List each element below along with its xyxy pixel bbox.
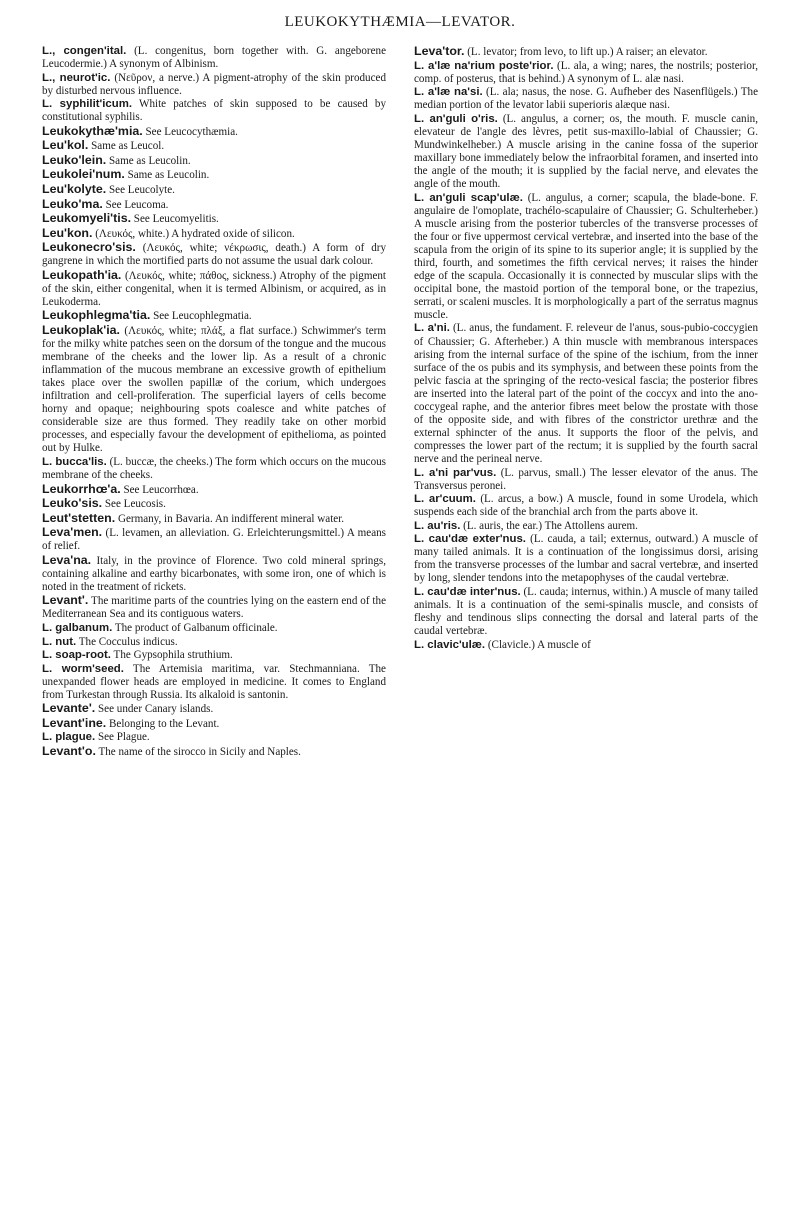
entry-definition: (L. ala; nasus, the nose. G. Aufheber des Nasenflügels.) The median portion of the levator labii superioris alæque nasi. — [414, 86, 758, 112]
dictionary-entry — [42, 649, 386, 662]
entry-definition: (L. anus, the fundament. F. releveur de l'anus, sous-pubio-coccygien of Chaussier; G. Afterheber.) A thin muscle with membranous interspaces arising from the internal surface of the spine of the ischium, from the inner surface of the os pubis and its symphysis, and between these points from the pelvic fascia at the springing of the recto-vesical fascia; the posterior fibres are inserted into the lateral part of the point of the coccyx and into the ano-coccygeal raphe, and the anterior fibres meet below the prostate with those of the opposite side, and with fibres of the constrictor urethræ and the external sphincter of the anus. It supports the floor of the pelvis, and compresses the lower part of the rectum; it is supplied by the fourth sacral nerve and the perineal nerve. — [414, 322, 759, 465]
dictionary-entry — [42, 309, 386, 323]
entry-definition: (L. arcus, a bow.) A muscle, found in some Urodela, which suspends each side of the branchial arch from the parts above it. — [414, 493, 759, 519]
entry-headword: L. a'ni par'vus. — [414, 466, 497, 479]
entry-definition: (Λευκός, white; πλάξ, a flat surface.) Schwimmer's term for the milky white patches seen on the dorsum of the tongue and the mucous membrane of the cheeks and the lower lip. As a result of a chronic inflammation of the mucous membrane an excessive growth of epithelium takes place over the swollen papillæ of the corium, which undergoes infiltration and cell-proliferation. The superficial layers of cells become horny and opaque; neighbouring spots coalesce and white patches of considerable size are thus formed. They readily take on other morbid processes, and especially favour the development of epithelioma, as pointed out by Hulke. — [42, 324, 386, 455]
entry-definition: (Λευκός, white; πάθος, sickness.) Atrophy of the pigment of the skin, either congenital, when it is termed Albinism, or acquired, as in Leukoderma. — [42, 269, 386, 308]
entry-definition: Same as Leucolin. — [124, 169, 210, 182]
dictionary-entry — [42, 497, 386, 511]
dictionary-entry — [42, 622, 386, 635]
dictionary-entry — [414, 639, 758, 652]
entry-definition: The Gypsophila struthium. — [110, 649, 233, 662]
entry-headword: L. bucca'lis. — [42, 455, 107, 468]
entry-headword: L. a'læ na'si. — [414, 86, 483, 99]
dictionary-entry — [414, 520, 758, 533]
entry-headword: Leu'kon. — [42, 225, 93, 240]
entry-definition: See Leucorrhœa. — [120, 483, 199, 496]
entry-definition: See Leucocythæmia. — [142, 125, 238, 138]
entry-definition: (L. auris, the ear.) The Attollens aurem. — [460, 519, 638, 532]
entry-headword: L. plague. — [42, 731, 96, 744]
entry-definition: Belonging to the Levant. — [106, 717, 220, 730]
dictionary-entry — [42, 745, 386, 759]
entry-headword: L. galbanum. — [42, 621, 113, 634]
entry-headword: L. a'læ na'rium poste'rior. — [414, 59, 554, 72]
entry-headword: Leukophlegma'tia. — [42, 308, 151, 323]
entry-headword: L. au'ris. — [414, 519, 461, 532]
entry-definition: See under Canary islands. — [95, 703, 214, 716]
entry-definition: Italy, in the province of Florence. Two cold mineral springs, containing alkaline and earthy bicarbonates, with some iron, one of which is noted in the treatment of rickets. — [42, 554, 386, 593]
dictionary-entry — [414, 45, 758, 59]
entry-definition: The name of the sirocco in Sicily and Naples. — [95, 745, 301, 758]
dictionary-entry — [414, 192, 758, 322]
dictionary-entry — [414, 493, 758, 519]
entry-definition: Same as Leucol. — [88, 140, 165, 153]
dictionary-entry — [42, 636, 386, 649]
entry-definition: White patches of skin supposed to be caused by constitutional syphilis. — [42, 98, 386, 124]
entry-headword: L. cau'dæ exter'nus. — [414, 533, 526, 546]
dictionary-entry — [42, 139, 386, 153]
left-column — [42, 45, 386, 759]
entry-headword: L. an'guli o'ris. — [414, 112, 498, 125]
entry-headword: Leukokythæ'mia. — [42, 123, 143, 138]
entry-definition: (Clavicle.) A muscle of — [485, 638, 591, 651]
dictionary-entry — [42, 168, 386, 182]
entry-definition: (L. ala, a wing; nares, the nostrils; posterior, comp. of posterus, that is behind.) A synonym of L. alæ nasi. — [414, 59, 759, 85]
entry-definition: Germany, in Bavaria. An indifferent mineral water. — [115, 512, 345, 525]
entry-headword: L. soap-root. — [42, 649, 111, 662]
entry-definition: See Leucophlegmatia. — [150, 310, 252, 323]
entry-definition: (L. angulus, a corner; scapula, the blade-bone. F. angulaire de l'omoplate, trachélo-scapulaire of Chaussier; G. Schulterheber.) A muscle arising from the posterior tubercles of the transverse processes of the four or five uppermost cervical vertebræ, and inserted into the base of the scapula from the origin of its spine to its superior angle; it is supplied by the third, fourth, and sometimes the fifth cervical nerves; it raises the hinder edge of the scapula. Occasionally it is connected by muscular slips with the occipital bone, the mastoid portion of the temporal bone, or the trapezius, serrati, or scaleni muscles. It is morphologically a part of the serratus magnus muscle. — [414, 191, 758, 321]
entry-headword: L. cau'dæ inter'nus. — [414, 585, 521, 598]
entry-definition: See Leucoma. — [102, 198, 169, 211]
entry-definition: Same as Leucolin. — [106, 154, 191, 167]
dictionary-entry — [42, 98, 386, 124]
dictionary-entry — [42, 241, 386, 268]
entry-headword: L. worm'seed. — [42, 662, 124, 675]
dictionary-entry — [42, 594, 386, 621]
dictionary-entry — [42, 554, 386, 594]
dictionary-entry — [42, 227, 386, 241]
dictionary-entry — [42, 183, 386, 197]
entry-headword: Leva'men. — [42, 525, 103, 540]
dictionary-entry — [42, 212, 386, 226]
dictionary-entry — [414, 60, 758, 86]
dictionary-entry — [42, 663, 386, 702]
entry-headword: L. clavic'ulæ. — [414, 638, 486, 651]
entry-headword: Levant'. — [42, 593, 89, 608]
dictionary-entry — [414, 586, 758, 638]
dictionary-entry — [42, 483, 386, 497]
entry-definition: See Leucolyte. — [106, 183, 175, 196]
entry-headword: Leut'stetten. — [42, 510, 116, 525]
entry-headword: L. nut. — [42, 635, 77, 648]
entry-definition: (Νεῦρον, a nerve.) A pigment-atrophy of the skin produced by disturbed nervous influence. — [42, 71, 386, 97]
entry-headword: Leukolei'num. — [42, 167, 125, 182]
dictionary-entry — [414, 533, 758, 585]
entry-headword: Leu'kol. — [42, 138, 89, 153]
entry-definition: The Cocculus indicus. — [76, 635, 178, 648]
columns — [42, 45, 758, 759]
entry-headword: L. an'guli scap'ulæ. — [414, 191, 523, 204]
entry-definition: See Plague. — [95, 731, 150, 744]
entry-headword: Leukopath'ia. — [42, 267, 122, 282]
dictionary-entry — [42, 526, 386, 553]
running-head: LEUKOKYTHÆMIA—LEVATOR. — [284, 14, 516, 30]
dictionary-entry — [414, 322, 758, 466]
dictionary-entry — [414, 86, 758, 112]
entry-headword: Leuko'ma. — [42, 196, 103, 211]
dictionary-entry — [42, 731, 386, 744]
dictionary-entry — [42, 456, 386, 482]
entry-definition: (Λευκός, white; νέκρωσις, death.) A form of dry gangrene in which the mortified parts do not assume the usual dark colour. — [42, 242, 386, 268]
entry-headword: L. syphilit'icum. — [42, 98, 133, 111]
entry-headword: Leukomyeli'tis. — [42, 211, 132, 226]
entry-headword: Leva'na. — [42, 552, 92, 567]
entry-headword: Levant'ine. — [42, 715, 107, 730]
entry-definition: (L. cauda, a tail; externus, outward.) A muscle of many tailed animals. It is a continuation of the longissimus dorsi, arising from the transverse processes of the lumbar and sacral vertebræ, and inserted by long, slender tendons into the metapophyses of the caudal vertebræ. — [414, 533, 758, 585]
entry-headword: L. ar'cuum. — [414, 493, 476, 506]
entry-definition: See Leucosis. — [102, 498, 166, 511]
entry-definition: (L. cauda; internus, within.) A muscle of many tailed animals. It is a continuation of the semi-spinalis muscle, and consists of fleshy and tendinous slips connecting the dorsal and lateral parts of the caudal vertebræ. — [414, 585, 758, 638]
entry-headword: Leuko'lein. — [42, 152, 107, 167]
entry-headword: Leuko'sis. — [42, 496, 103, 511]
entry-headword: L., neurot'ic. — [42, 71, 111, 84]
entry-headword: Leukonecro'sis. — [42, 240, 136, 255]
entry-definition: The product of Galbanum officinale. — [112, 621, 278, 634]
dictionary-entry — [42, 154, 386, 168]
entry-definition: (L. parvus, small.) The lesser elevator of the anus. The Transversus peronei. — [414, 466, 758, 492]
entry-definition: See Leucomyelitis. — [131, 213, 219, 226]
dictionary-entry — [42, 45, 386, 71]
dictionary-entry — [42, 324, 386, 455]
entry-definition: (Λευκός, white.) A hydrated oxide of silicon. — [92, 227, 295, 240]
entry-definition: (L. levamen, an alleviation. G. Erleichterungsmittel.) A means of relief. — [42, 527, 386, 553]
entry-definition: The Artemisia maritima, var. Stechmanniana. The unexpanded flower heads are employed in medicine. It comes to England from Turkestan through Russia. Its alkaloid is santonin. — [42, 662, 386, 701]
entry-headword: L., congen'ital. — [42, 45, 127, 57]
entry-definition: (L. buccæ, the cheeks.) The form which occurs on the mucous membrane of the cheeks. — [42, 455, 387, 481]
dictionary-entry — [414, 467, 758, 493]
dictionary-entry — [42, 269, 386, 309]
entry-headword: L. a'ni. — [414, 322, 450, 335]
dictionary-entry — [42, 125, 386, 139]
entry-definition: (L. levator; from levo, to lift up.) A raiser; an elevator. — [464, 46, 708, 58]
dictionary-entry — [414, 113, 758, 191]
entry-definition: (L. angulus, a corner; os, the mouth. F. muscle canin, elevateur de l'angle des lèvres, petit sus-maxillo-labial of Chaussier; G. Mundwinkelheber.) A muscle arising in the canine fossa of the superior maxillary bone immediately below the infraorbital foramen, and inserted into the angle of the mouth; it is supplied by the facial nerve, and elevates the angle of the mouth. — [414, 112, 758, 190]
entry-headword: Leukorrhœ'a. — [42, 481, 121, 496]
entry-headword: Leva'tor. — [414, 44, 465, 58]
dictionary-entry — [42, 717, 386, 731]
entry-headword: Levant'o. — [42, 743, 96, 758]
entry-headword: Levante'. — [42, 701, 96, 716]
right-column — [414, 45, 758, 759]
entry-definition: The maritime parts of the countries lying on the eastern end of the Mediterranean Sea and its contiguous waters. — [42, 595, 386, 621]
dictionary-entry — [42, 72, 386, 98]
dictionary-entry — [42, 512, 386, 526]
dictionary-entry — [42, 702, 386, 716]
entry-definition: (L. congenitus, born together with. G. angeborene Leucodermie.) A synonym of Albinism. — [42, 45, 386, 71]
entry-headword: Leu'kolyte. — [42, 181, 107, 196]
entry-headword: Leukoplak'ia. — [42, 322, 121, 337]
dictionary-entry — [42, 198, 386, 212]
